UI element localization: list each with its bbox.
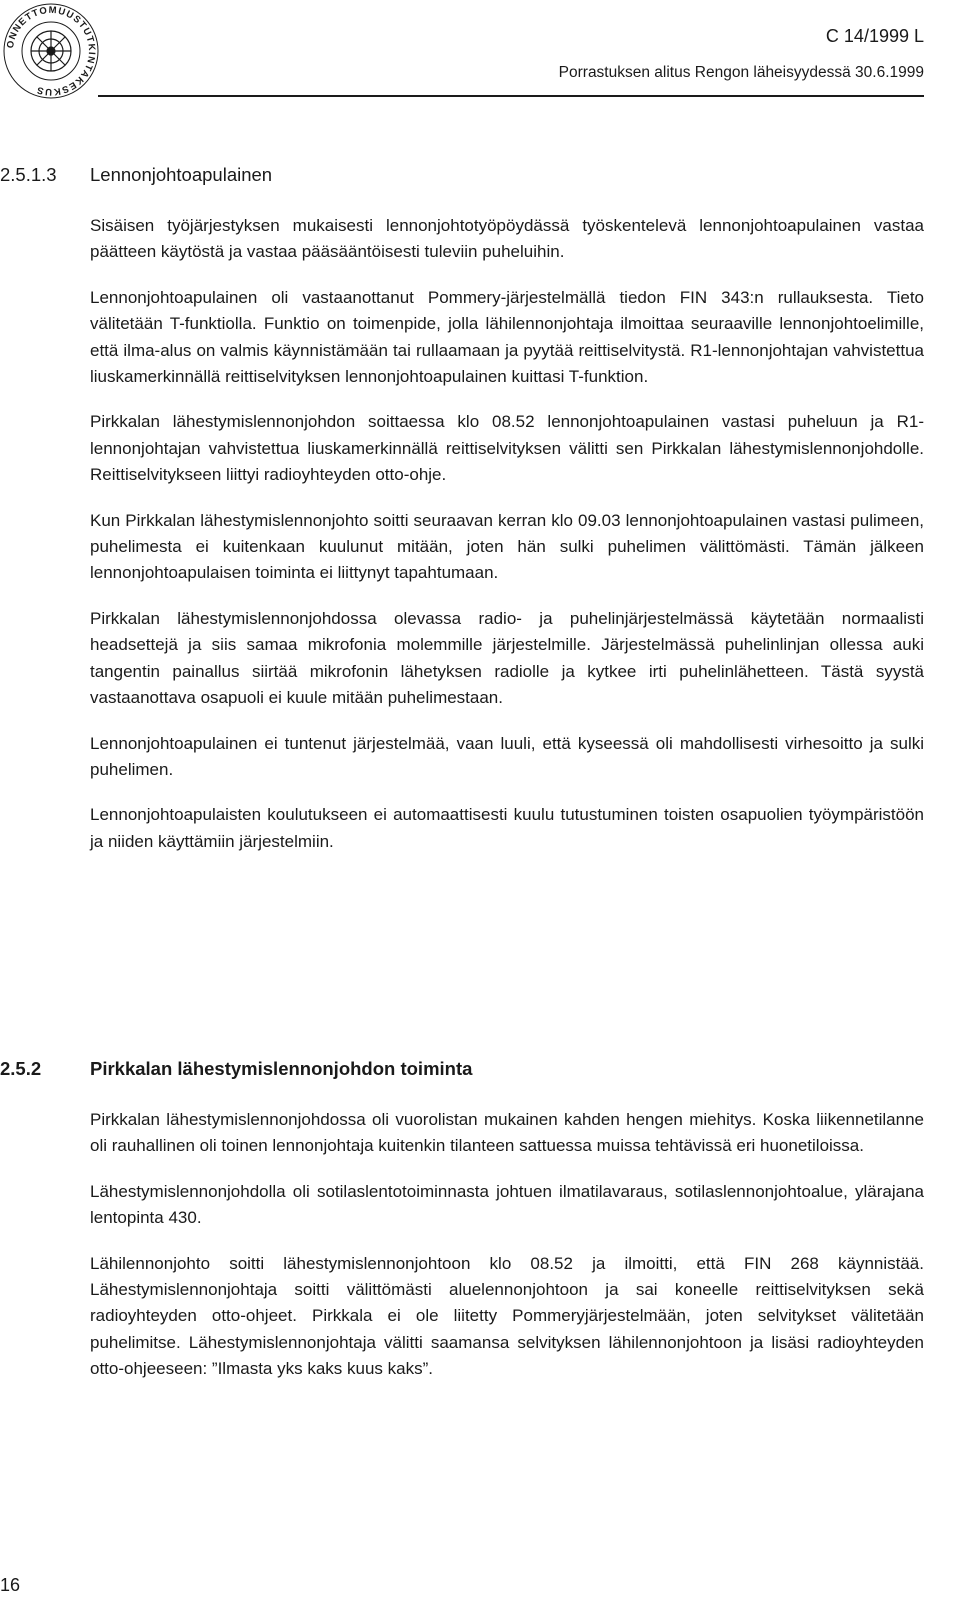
page-number: 16 — [0, 1575, 21, 1595]
section-body-2-5-2 — [90, 1107, 924, 1402]
header-rule — [98, 95, 924, 97]
paragraph: Lennonjohtoapulainen ei tuntenut järjestelmää, vaan luuli, että kyseessä oli mahdollisesti virhesoitto ja sulki puhelimen. — [90, 733, 924, 779]
section-title: Pirkkalan lähestymislennonjohdon toiminta — [90, 1058, 473, 1079]
paragraph: Kun Pirkkalan lähestymislennonjohto soitti seuraavan kerran klo 09.03 lennonjohtoapulainen vastasi pulimeen, puhelimesta ei kuitenkaan kuulunut mitään, joten hän sulki puhelimen välittömästi. Tämän jälkeen lennonjohtoapulaisen toiminta ei liittynyt tapahtumaan. — [90, 510, 924, 583]
report-subtitle: Porrastuksen alitus Rengon läheisyydessä 30.6.1999 — [558, 64, 924, 81]
paragraph: Lennonjohtoapulainen oli vastaanottanut Pommery-järjestelmällä tiedon FIN 343:n rullauksesta. Tieto välitetään T-funktiolla. Funktio on toimenpide, jolla lähilennonjohtaja ilmoittaa seuraaville lennonjohtoelimille, että ilma-alus on valmis käynnistämään tai rullaamaan ja pyytää reittiselvitystä. R1-lennonjohtajan vahvistettua liuskamerkinnällä reittiselvityksen lennonjohtoapulainen kuittasi T-funktion. — [90, 287, 924, 387]
section-title: Lennonjohtoapulainen — [90, 164, 273, 185]
onnettomuustutkintakeskus-logo — [0, 0, 102, 102]
paragraph: Pirkkalan lähestymislennonjohdossa olevassa radio- ja puhelinjärjestelmässä käytetään normaalisti headsettejä ja siis samaa mikrofonia molemmille järjestelmille. Järjestelmässä puhelinlinjan ollessa auki tangentin painallus siirtää mikrofonin lähetyksen radiolle ja kytkee irti puhelinlähetteen. Tästä syystä vastaanottava osapuoli ei kuule mitään puhelimestaan. — [90, 608, 924, 708]
paragraph: Lähestymislennonjohdolla oli sotilaslentotoiminnasta johtuen ilmatilavaraus, sotilaslennonjohtoalue, ylärajana lentopinta 430. — [90, 1181, 924, 1228]
paragraph: Lennonjohtoapulaisten koulutukseen ei automaattisesti kuulu tutustuminen toisten osapuolien työympäristöön ja niiden käyttämiin järjestelmiin. — [90, 805, 924, 851]
report-code: C 14/1999 L — [825, 26, 924, 46]
paragraph: Sisäisen työjärjestyksen mukaisesti lennonjohtotyöpöydässä työskentelevä lennonjohtoapulainen vastaa päätteen käytöstä ja vastaa pääsääntöisesti tuleviin puheluihin. — [90, 216, 924, 262]
paragraph: Pirkkalan lähestymislennonjohdon soittaessa klo 08.52 lennonjohtoapulainen vastasi puheluun ja R1-lennonjohtajan vahvistettua liuskamerkinnällä reittiselvityksen välitti sen Pirkkalan lähestymislennonjohdolle. Reittiselvitykseen liittyi radioyhteyden otto-ohje. — [90, 412, 924, 485]
paragraph: Lähilennonjohto soitti lähestymislennonjohtoon klo 08.52 ja ilmoitti, että FIN 268 käynnistää. Lähestymislennonjohtaja soitti välittömästi aluelennonjohtoon ja sai koneelle reittiselvityksen sekä radioyhteyden otto-ohjeet. Pirkkala ei ole liitetty Pommeryjärjestelmään, joten selvitykset välitetään puhelimitse. Lähestymislennonjohtaja välitti saamansa selvityksen lähilennonjohtoon ja lisäsi radioyhteyden otto-ohjeeseen: ”Ilmasta yks kaks kuus kaks”. — [90, 1253, 924, 1379]
logo-text: ONNETTOMUUSTUTKINTAKESKUS — [4, 4, 98, 98]
section-number: 2.5.1.3 — [0, 164, 57, 185]
logo-emblem-icon — [31, 31, 71, 71]
section-body-2-5-1-3 — [90, 213, 924, 874]
section-number: 2.5.2 — [0, 1058, 42, 1079]
paragraph: Pirkkalan lähestymislennonjohdossa oli vuorolistan mukainen kahden hengen miehitys. Koska liikennetilanne oli rauhallinen oli toinen lennonjohtaja kuitenkin tilanteen sattuessa muissa tehtävissä eri huonetiloissa. — [90, 1110, 924, 1156]
